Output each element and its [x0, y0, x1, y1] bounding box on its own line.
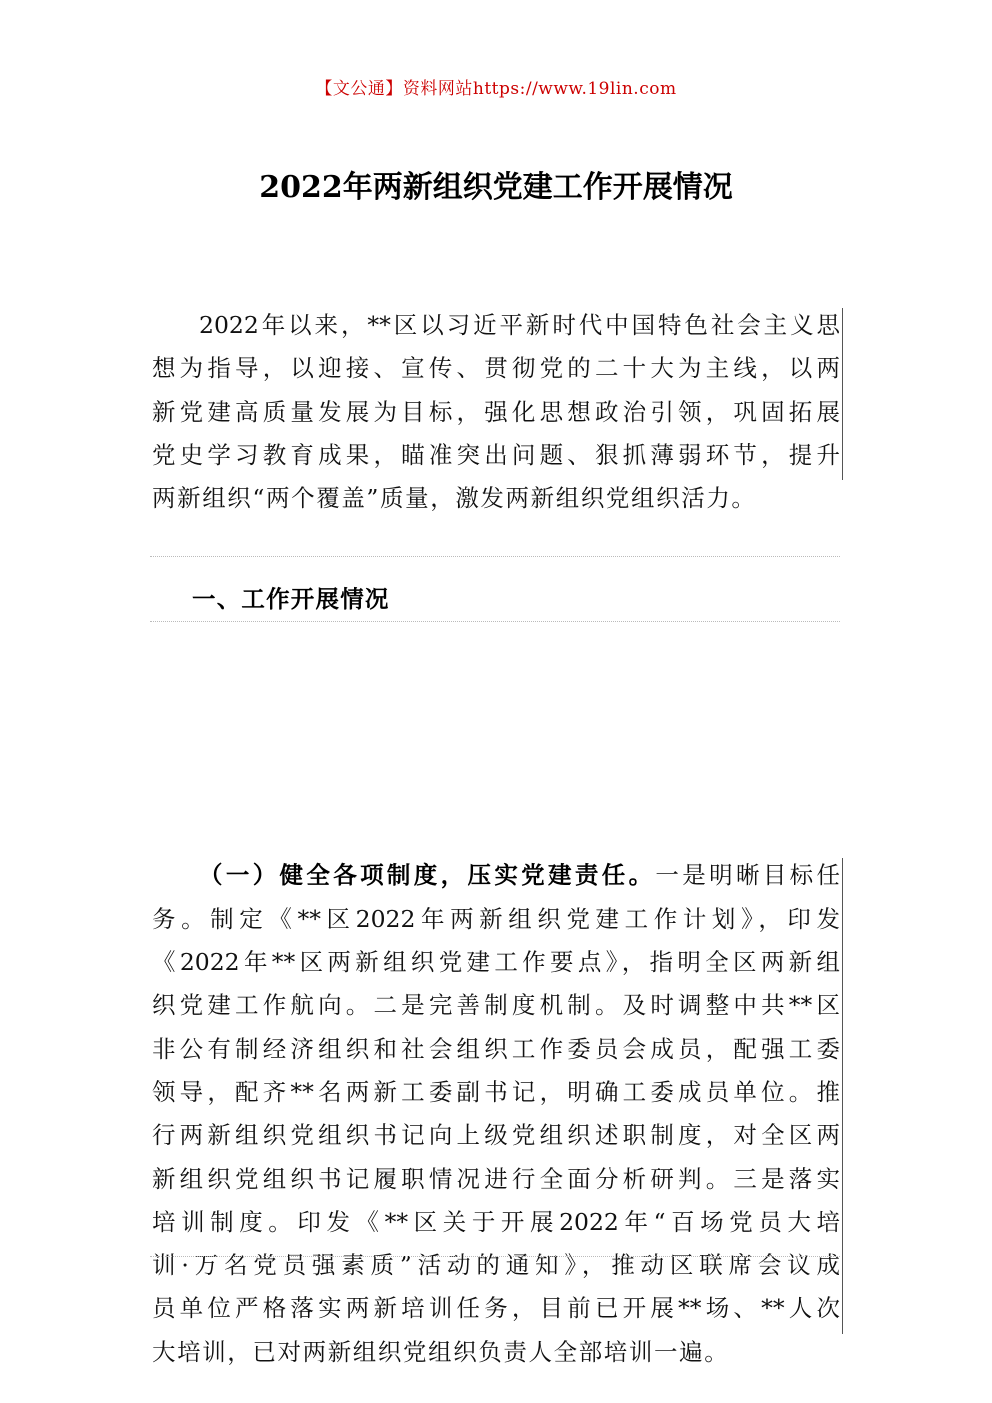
paragraph-separator [150, 556, 840, 557]
section-heading: 一、工作开展情况 [192, 585, 390, 613]
subsection-line: 训·万名党员强素质”活动的通知》，推动区联席会议成 [152, 1251, 840, 1280]
subsection-line: 培训制度。印发《**区关于开展2022年“百场党员大培 [152, 1207, 840, 1236]
subsection-first-line-text: 一是明晰目标任 [655, 861, 840, 890]
subsection-line: 非公有制经济组织和社会组织工作委员会成员，配强工委 [152, 1034, 840, 1063]
subsection-line: 新组织党组织书记履职情况进行全面分析研判。三是落实 [152, 1164, 840, 1193]
intro-line: 新党建高质量发展为目标，强化思想政治引领，巩固拓展 [152, 397, 840, 426]
document-title: 2022年两新组织党建工作开展情况 [259, 170, 733, 205]
subsection-heading: （一）健全各项制度，压实党建责任。 [199, 861, 656, 890]
subsection-first-line [152, 854, 840, 897]
intro-line: 2022年以来，**区以习近平新时代中国特色社会主义思 [199, 311, 840, 339]
subsection-paragraph [152, 854, 840, 1374]
subsection-line: 务。制定《**区2022年两新组织党建工作计划》，印发 [152, 904, 840, 933]
section-heading-block [152, 578, 840, 621]
intro-line: 党史学习教育成果，瞄准突出问题、狠抓薄弱环节，提升 [152, 440, 840, 469]
subsection-line: 《2022年**区两新组织党建工作要点》，指明全区两新组 [152, 948, 840, 977]
subsection-line: 领导，配齐**名两新工委副书记，明确工委成员单位。推 [152, 1077, 840, 1106]
subsection-line: 员单位严格落实两新培训任务，目前已开展**场、**人次 [152, 1294, 840, 1323]
intro-paragraph [152, 304, 840, 520]
subsection-line: 织党建工作航向。二是完善制度机制。及时调整中共**区 [152, 991, 840, 1020]
paragraph-separator [150, 1256, 840, 1257]
subsection-line: 行两新组织党组织书记向上级党组织述职制度，对全区两 [152, 1121, 840, 1150]
intro-line: 两新组织“两个覆盖”质量，激发两新组织党组织活力。 [152, 484, 757, 513]
intro-line: 想为指导，以迎接、宣传、贯彻党的二十大为主线，以两 [152, 354, 840, 383]
subsection-line: 大培训，已对两新组织党组织负责人全部培训一遍。 [152, 1337, 730, 1366]
paragraph-separator [150, 621, 840, 622]
header-website-link[interactable]: 【文公通】资料网站https://www.19lin.com [315, 79, 677, 99]
